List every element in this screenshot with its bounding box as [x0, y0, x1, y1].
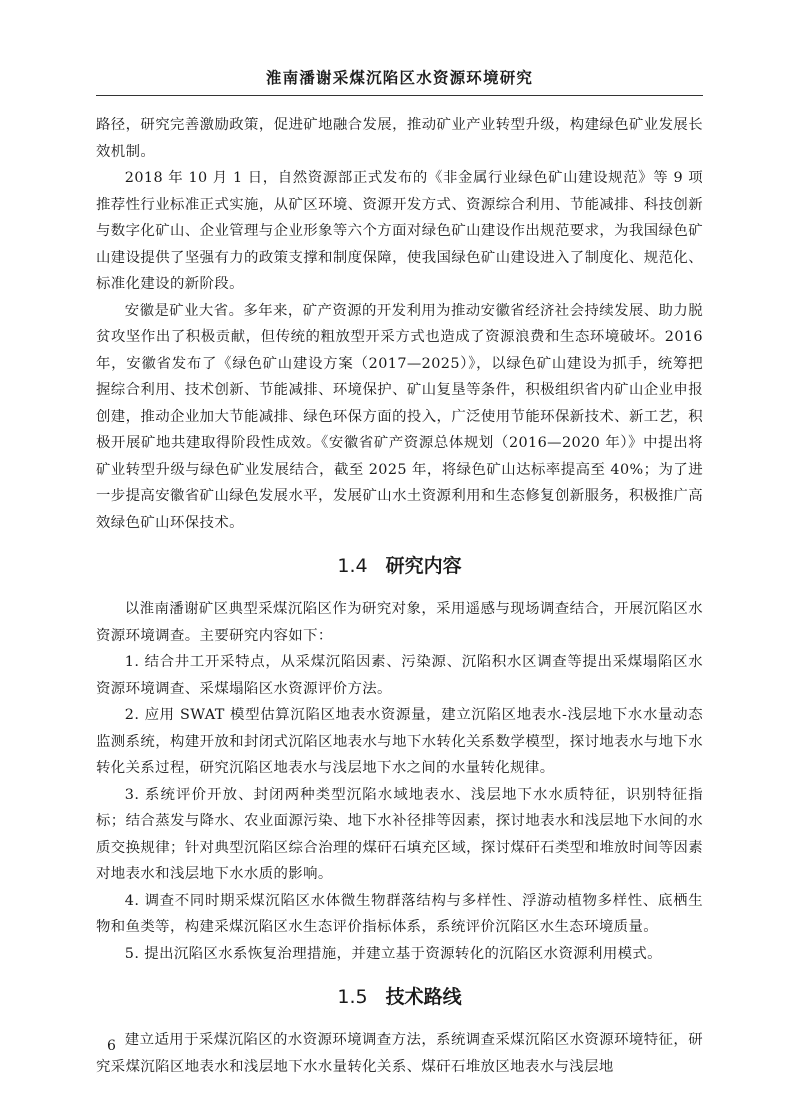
list-item-research-1: 1. 结合井工开采特点，从采煤沉陷因素、污染源、沉陷积水区调查等提出采煤塌陷区水资源环境调查、采煤塌陷区水资源评价方法。	[96, 654, 703, 697]
section-number: 1.4	[337, 555, 368, 577]
list-item-research-4: 4. 调查不同时期采煤沉陷区水体微生物群落结构与多样性、浮游动植物多样性、底栖生物和鱼类等，构建采煤沉陷区水生态评价指标体系，系统评价沉陷区水生态环境质量。	[96, 892, 703, 935]
page-body	[96, 112, 703, 1080]
paragraph-continued: 路径，研究完善激励政策，促进矿地融合发展，推动矿业产业转型升级，构建绿色矿业发展长效机制。	[96, 117, 703, 160]
paragraph-green-mine-standard: 2018 年 10 月 1 日，自然资源部正式发布的《非金属行业绿色矿山建设规范》等 9 项推荐性行业标准正式实施，从矿区环境、资源开发方式、资源综合利用、节能减排、科技创新与数字化矿山、企业管理与企业形象等六个方面对绿色矿山建设作出规范要求，为我国绿色矿山建设提供了坚强有力的政策支撑和制度保障，使我国绿色矿山建设进入了制度化、规范化、标准化建设的新阶段。	[96, 170, 703, 292]
header-rule	[96, 95, 703, 96]
paragraph-anhui-mining: 安徽是矿业大省。多年来，矿产资源的开发利用为推动安徽省经济社会持续发展、助力脱贫攻坚作出了积极贡献，但传统的粗放型开采方式也造成了资源浪费和生态环境破坏。2016 年，安徽省发布了《绿色矿山建设方案（2017—2025）》，以绿色矿山建设为抓手，统筹把握综合利用、技术创新、节能减排、环境保护、矿山复垦等条件，积极组织省内矿山企业申报创建，推动企业加大节能减排、绿色环保方面的投入，广泛使用节能环保新技术、新工艺，积极开展矿地共建取得阶段性成效。《安徽省矿产资源总体规划（2016—2020 年）》中提出将矿业转型升级与绿色矿业发展结合，截至 2025 年，将绿色矿山达标率提高至 40%；为了进一步提高安徽省矿山绿色发展水平，发展矿山水土资源利用和生态修复创新服务，积极推广高效绿色矿山环保技术。	[96, 302, 703, 531]
list-item-research-5: 5. 提出沉陷区水系恢复治理措施，并建立基于资源转化的沉陷区水资源利用模式。	[124, 945, 662, 962]
running-header-title: 淮南潘谢采煤沉陷区水资源环境研究	[265, 69, 534, 87]
paragraph-tech-route: 建立适用于采煤沉陷区的水资源环境调查方法，系统调查采煤沉陷区水资源环境特征，研究采煤沉陷区地表水和浅层地下水水量转化关系、煤矸石堆放区地表水与浅层地	[96, 1032, 703, 1075]
list-item-research-3: 3. 系统评价开放、封闭两种类型沉陷水域地表水、浅层地下水水质特征，识别特征指标；结合蒸发与降水、农业面源污染、地下水补径排等因素，探讨地表水和浅层地下水间的水质交换规律；针对典型沉陷区综合治理的煤矸石填充区域，探讨煤矸石类型和堆放时间等因素对地表水和浅层地下水水质的影响。	[96, 786, 703, 882]
section-heading-1-4	[96, 536, 703, 596]
list-item-research-2: 2. 应用 SWAT 模型估算沉陷区地表水资源量，建立沉陷区地表水-浅层地下水水量动态监测系统，构建开放和封闭式沉陷区地表水与地下水转化关系数学模型，探讨地表水与地下水转化关系过程，研究沉陷区地表水与浅层地下水之间的水量转化规律。	[96, 707, 703, 776]
section-number: 1.5	[337, 986, 368, 1008]
section-title: 技术路线	[385, 986, 462, 1008]
section-title: 研究内容	[385, 555, 462, 577]
page-number: 6	[107, 1038, 116, 1054]
paragraph-research-intro: 以淮南潘谢矿区典型采煤沉陷区作为研究对象，采用遥感与现场调查结合，开展沉陷区水资源环境调查。主要研究内容如下：	[96, 601, 703, 644]
section-heading-1-5	[96, 967, 703, 1027]
